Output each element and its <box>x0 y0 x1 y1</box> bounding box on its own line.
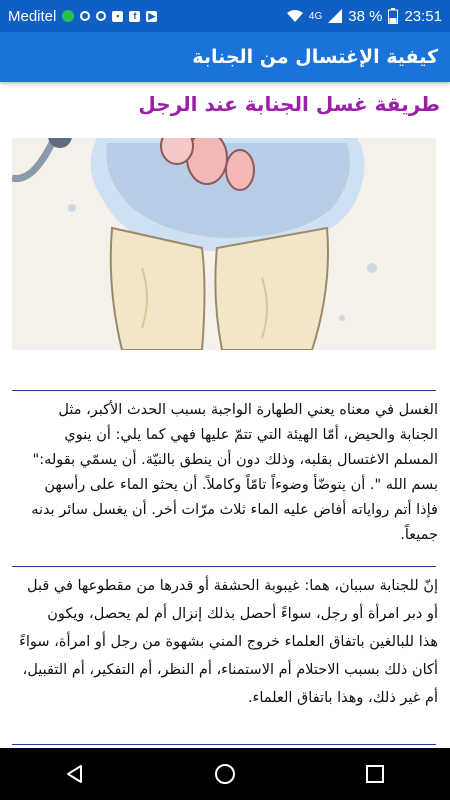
recents-button[interactable] <box>345 754 405 794</box>
paragraph-line: أم غير ذلك، وهذا باتفاق العلماء. <box>247 690 438 706</box>
article-content[interactable] <box>0 82 450 748</box>
back-icon <box>65 764 85 784</box>
illustration-image <box>12 138 436 350</box>
app-bar <box>0 32 450 82</box>
recents-icon <box>365 764 385 784</box>
paragraph-line: بسم الله ". أن يتوضّأ وضوءاً تامّاً وكاملاً. أن يحثو الماء على رأسهن <box>44 477 438 493</box>
carrier-name: Meditel <box>8 7 57 25</box>
facebook-icon: f <box>129 11 140 22</box>
paragraph-line: فإذا أتم رواياته أفاض عليه الماء ثلاث مرّات أخر. أن يغسل سائر بدنه <box>31 502 438 518</box>
paragraph-line: أو دبر امرأة أو رجل، سواءً أحصل بذلك إنزال أم لم يحصل، ويكون <box>47 606 438 622</box>
article-heading: طريقة غسل الجنابة عند الرجل <box>138 92 440 116</box>
paragraph-line: الغسل في معناه يعني الطهارة الواجبة بسبب الحدث الأكبر، مثل <box>58 402 438 418</box>
paragraph-line: هذا للبالغين باتفاق العلماء خروج المني بشهوة من رجل أو امرأة، سواءً <box>19 634 438 650</box>
network-type: 4G <box>308 10 323 22</box>
hotspot-icon <box>96 11 106 21</box>
youtube-icon: ▶ <box>146 11 157 22</box>
paragraph-2 <box>12 572 438 712</box>
status-left <box>8 8 157 25</box>
section-divider <box>12 390 436 391</box>
home-button[interactable] <box>195 754 255 794</box>
paragraph-line: إنّ للجنابة سببان، هما: غيبوبة الحشفة أو قدرها من مقطوعها في قبل <box>26 578 438 594</box>
signal-icon <box>328 9 342 23</box>
battery-icon <box>388 8 398 24</box>
paragraph-line: أكان ذلك بسبب الاحتلام أم الاستمناء، أم النظر، أم التفكير، أم التقبيل، <box>22 662 438 678</box>
back-button[interactable] <box>45 754 105 794</box>
status-right <box>287 8 442 25</box>
status-dot-icon <box>62 10 74 22</box>
section-divider <box>12 566 436 567</box>
paragraph-line: جميعاً. <box>400 527 438 543</box>
home-icon <box>214 763 236 785</box>
paragraph-line: المسلم الاغتسال بقلبه، وذلك دون أن ينطق بالنيّة. أن يسمّي بقوله:" <box>32 452 438 468</box>
navigation-bar <box>0 748 450 800</box>
whatsapp-icon <box>80 11 90 21</box>
section-divider <box>12 744 436 745</box>
paragraph-1 <box>12 398 438 548</box>
paragraph-line: الجنابة والحيض، أمّا الهيئة التي تتمّ عليها فهي كما يلي: أن ينوي <box>64 427 438 443</box>
app-title: كيفية الإغتسال من الجنابة <box>192 46 438 68</box>
battery-level: 38 % <box>348 7 383 25</box>
status-bar <box>0 0 450 32</box>
clock: 23:51 <box>404 7 442 25</box>
wifi-icon <box>287 9 303 23</box>
article-illustration <box>12 138 436 350</box>
sim-icon: ▪ <box>112 11 123 22</box>
